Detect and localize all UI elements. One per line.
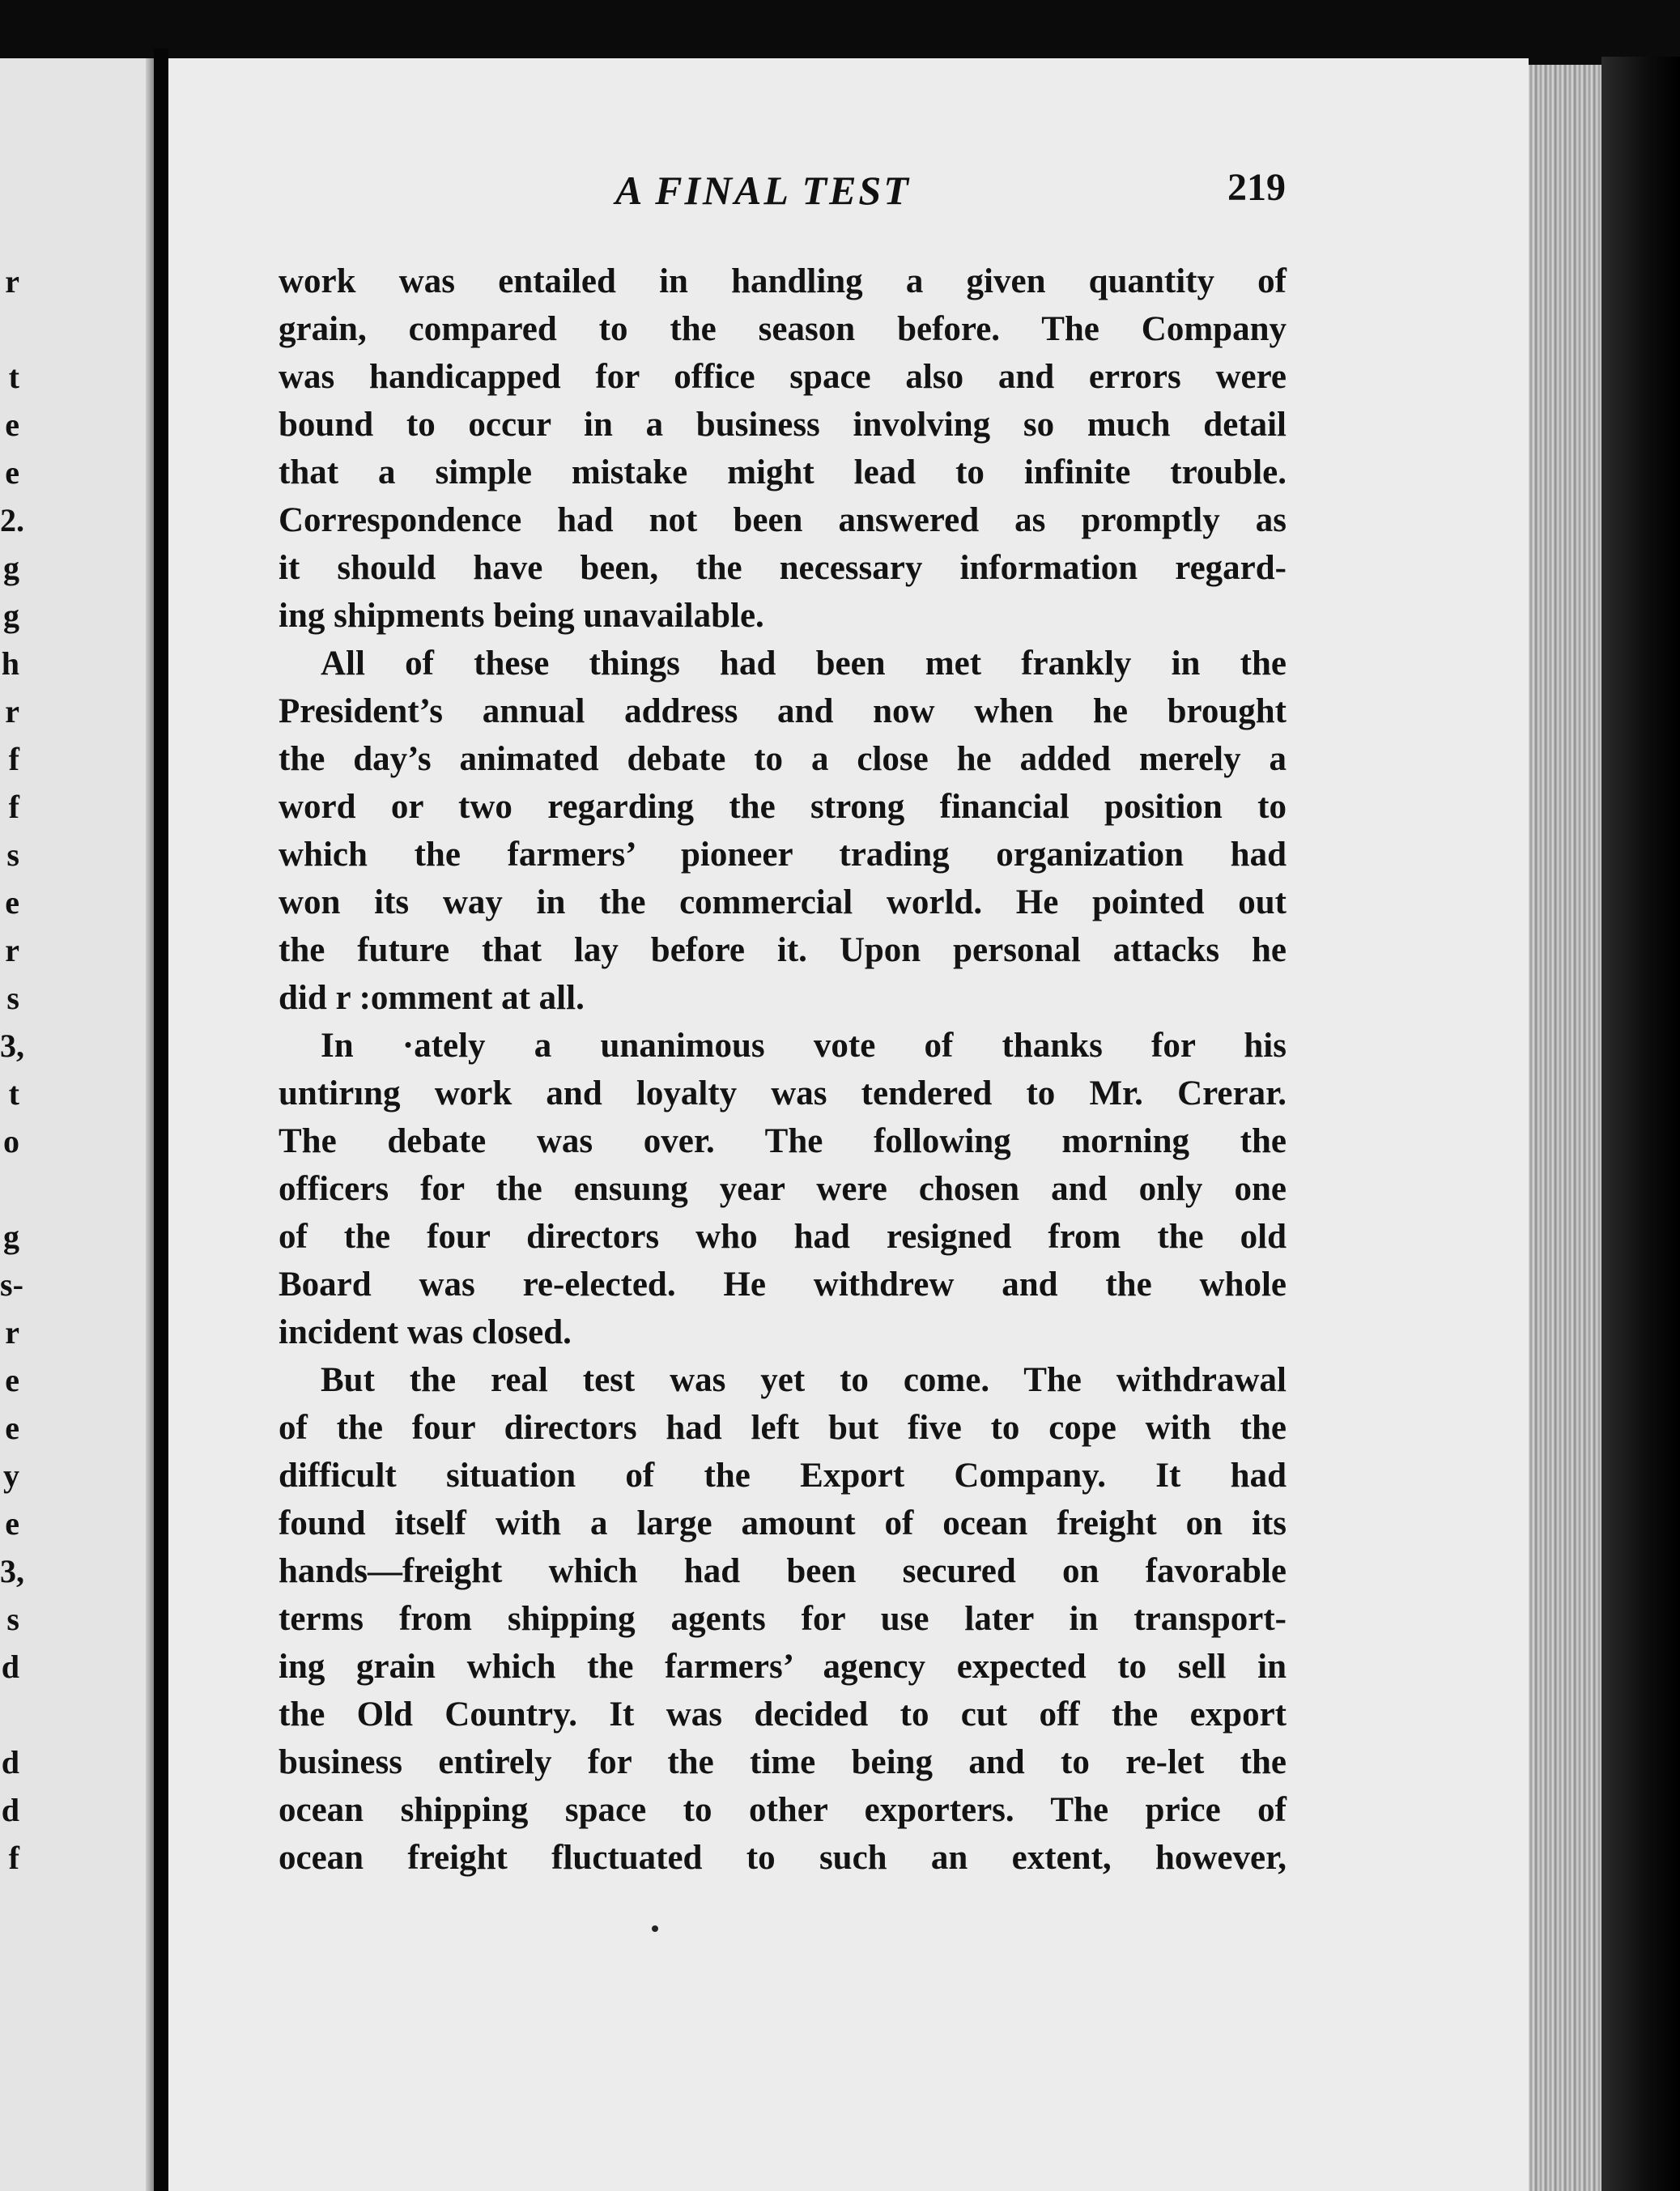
facing-page-fragment: t: [8, 359, 19, 395]
facing-page-fragment: g: [3, 550, 19, 586]
facing-page-fragment: d: [1, 1744, 19, 1780]
text-line: Correspondence had not been answered as promptly as: [279, 501, 1287, 539]
facing-page-fragment: g: [3, 598, 19, 634]
facing-page-fragment: 2.: [0, 502, 24, 538]
facing-page-fragment: f: [8, 789, 19, 825]
facing-page-fragment: [0, 305, 19, 353]
text-line: was handicapped for office space also and errors were: [279, 358, 1287, 396]
text-line: The debate was over. The following morning the: [279, 1122, 1287, 1160]
text-line: found itself with a large amount of ocean freight on its: [279, 1504, 1287, 1542]
facing-page-fragment: h: [1, 645, 19, 682]
text-line: bound to occur in a business involving so much detail: [279, 406, 1287, 444]
text-line: untirıng work and loyalty was tendered to Mr. Crerar.: [279, 1074, 1287, 1113]
text-line: grain, compared to the season before. The Company: [279, 310, 1287, 348]
facing-page-fragment: e: [5, 454, 19, 491]
text-line: ocean shipping space to other exporters. The price of: [279, 1791, 1287, 1829]
text-line: officers for the ensuıng year were chosen and only one: [279, 1170, 1287, 1208]
text-line: ing shipments being unavailable.: [279, 597, 764, 635]
text-line: the future that lay before it. Upon personal attacks he: [279, 931, 1287, 969]
text-line: incident was closed.: [279, 1313, 572, 1351]
book-spine: [154, 49, 168, 2191]
facing-page-fragment: s-: [0, 1266, 23, 1303]
facing-page-fragment: r: [5, 932, 19, 968]
facing-page-fragment: [0, 1165, 19, 1213]
facing-page-fragment: e: [5, 1410, 19, 1446]
text-line: ing grain which the farmers’ agency expected to sell in: [279, 1648, 1287, 1686]
text-line: All of these things had been met frankly in the: [321, 645, 1287, 683]
facing-page-fragment: [0, 1691, 19, 1738]
text-line: President’s annual address and now when he brought: [279, 692, 1287, 730]
text-line: did r :omment at all.: [279, 979, 585, 1017]
facing-page-fragment: s: [6, 980, 19, 1016]
facing-page-fragment: e: [5, 406, 19, 443]
text-line: word or two regarding the strong financial position to: [279, 788, 1287, 826]
text-line: that a simple mistake might lead to infinite trouble.: [279, 453, 1287, 491]
text-line: In ·ately a unanimous vote of thanks for his: [321, 1027, 1287, 1065]
facing-page-fragment: o: [3, 1123, 19, 1159]
text-line: of the four directors who had resigned from the old: [279, 1218, 1287, 1256]
facing-page-fragment: e: [5, 1505, 19, 1542]
text-line: the day’s animated debate to a close he added merely a: [279, 740, 1287, 778]
facing-page: [0, 58, 154, 2191]
book-cover-edge: [1601, 57, 1680, 2191]
text-line: of the four directors had left but five to cope with the: [279, 1409, 1287, 1447]
page-edges: [1529, 65, 1601, 2191]
text-line: it should have been, the necessary information regard-: [279, 549, 1287, 587]
text-line: work was entailed in handling a given quantity of: [279, 262, 1287, 300]
facing-page-fragment: d: [1, 1792, 19, 1828]
facing-page-fragment: s: [6, 836, 19, 873]
text-line: business entirely for the time being and to re-let the: [279, 1743, 1287, 1781]
facing-page-fragment: t: [8, 1075, 19, 1112]
ink-speck: [652, 1925, 658, 1932]
text-line: ocean freight fluctuated to such an extent, however,: [279, 1839, 1287, 1877]
body-text: [279, 257, 1287, 1882]
facing-page-fragment: y: [3, 1457, 19, 1494]
facing-page-fragment: e: [5, 1362, 19, 1398]
facing-page-fragment: r: [5, 263, 19, 300]
running-head: A FINAL TEST: [615, 168, 911, 213]
facing-page-fragment: e: [5, 884, 19, 921]
facing-page-fragment: f: [8, 741, 19, 777]
text-line: difficult situation of the Export Company. It had: [279, 1457, 1287, 1495]
facing-page-fragment: 3,: [0, 1553, 24, 1589]
text-line: But the real test was yet to come. The withdrawal: [321, 1361, 1287, 1399]
facing-page-fragment: d: [1, 1649, 19, 1685]
text-line: which the farmers’ pioneer trading organization had: [279, 836, 1287, 874]
text-line: hands—freight which had been secured on favorable: [279, 1552, 1287, 1590]
facing-page-fragment: g: [3, 1219, 19, 1255]
facing-page-fragment: 3,: [0, 1027, 24, 1064]
text-line: Board was re-elected. He withdrew and the whole: [279, 1266, 1287, 1304]
facing-page-fragment: r: [5, 693, 19, 730]
facing-page-fragment: f: [8, 1840, 19, 1876]
page-number: 219: [1227, 166, 1286, 209]
facing-page-fragment: r: [5, 1314, 19, 1351]
text-line: the Old Country. It was decided to cut off the export: [279, 1695, 1287, 1734]
facing-page-text-fragments: [0, 257, 24, 1882]
facing-page-fragment: s: [6, 1601, 19, 1637]
text-line: won its way in the commercial world. He pointed out: [279, 883, 1287, 921]
text-line: terms from shipping agents for use later in transport-: [279, 1600, 1287, 1638]
